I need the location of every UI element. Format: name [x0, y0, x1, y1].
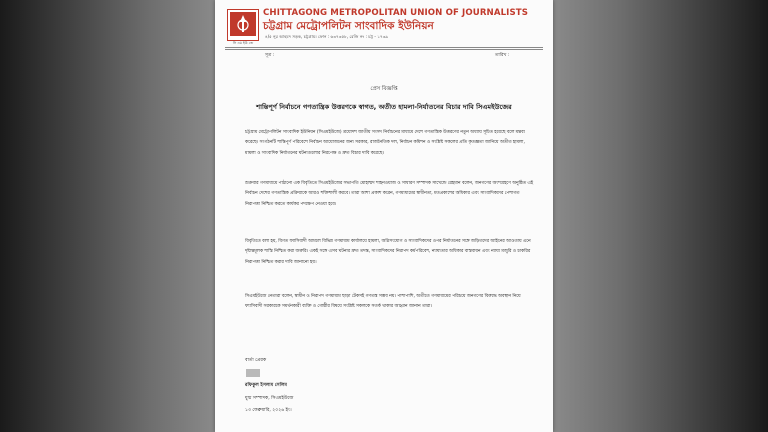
signatory-designation: যুগ্ম সম্পাদক, সিএমইউজে: [245, 396, 294, 401]
header-divider-thin: [225, 49, 543, 50]
signatory-name: রফিকুল ইসলাম সেলিম: [245, 383, 287, 388]
paragraph-3: বিবৃতিতে বলা হয়, বিগত ফ্যাসিবাদী আমলে বিভিন্ন গণমাধ্যম কার্যালয়ে হামলা, অগ্নিসংযোগ ও সাংবাদিকদের ওপর নির্যাতনের সঙ্গে জড়িতদের আইনের আওতায় এনে দৃষ্টান্তমূলক শাস্তি নিশ্চিত করা জরুরি। একই সঙ্গে এসব ঘটনার দ্রুত তদন্ত, সাংবাদিকদের নিরাপদ কর্মপরিবেশ, ন্যায্যতার অধিকার বাস্তবায়ন এবং ন্যায্য মজুরি ও চাকরির নিরাপত্তা নিশ্চিত করার দাবি জানানো হয়।: [245, 239, 531, 265]
paragraph-1: চট্টগ্রাম মেট্রোপলিটন সাংবাদিক ইউনিয়ন (সিএমইউজে) ত্রয়োদশ জাতীয় সংসদ নির্বাচনের মাধ্যমে দেশে গণতান্ত্রিক উত্তরণের নতুন অধ্যায় সূচিত হয়েছে বলে মন্তব্য করেছে। সংগঠনটি শান্তিপূর্ণ পরিবেশে নির্বাচন আয়োজনের জন্য সরকার, রাজনৈতিক দল, নির্বাচন কমিশন ও সংশ্লিষ্ট সকলের প্রতি কৃতজ্ঞতা জানিয়ে অতীত হামলা, মামলা ও সাংবাদিক নির্যাতনের ঘটনাগুলোর নিরপেক্ষ ও দ্রুত বিচার দাবি করেছে।: [245, 130, 525, 156]
logo-caption: সি এম ইউ জে: [232, 41, 254, 45]
union-logo: [227, 9, 259, 41]
org-address: ৪/৫ নূর আহমদ সড়ক, চট্টগ্রাম। ফোন : ৬৩৭৩৫৮, রেজি নং : চট্ট - ১৭৩৯: [265, 34, 389, 39]
headline: শান্তিপূর্ণ নির্বাচনে গণতান্ত্রিক উত্তরণকে স্বাগত, অতীত হামলা-নির্যাতনের বিচার দাবি সিএমইউজের: [256, 103, 512, 111]
paragraph-2: শুক্রবার গণমাধ্যমে পাঠানো এক বিবৃতিতে সিএমইউজের সভাপতি মোহাম্মদ শাহনওয়াজ ও সাধারণ সম্পাদক সাখেন্ডে রেহমান বলেন, জনগণের অংশগ্রহণে অনুষ্ঠিত এই নির্বাচন দেশের গণতান্ত্রিক প্রক্রিয়াকে আরও শক্তিশালী করবে। তারা আশা প্রকাশ করেন, গণমাধ্যমের স্বাধীনতা, মতপ্রকাশের অধিকার এবং সাংবাদিকদের পেশাগত নিরাপত্তা নিশ্চিত করতে কার্যকর পদক্ষেপ নেওয়া হবে।: [245, 181, 534, 207]
pen-hand-icon: [233, 13, 253, 35]
org-name-english: CHITTAGONG METROPOLITAN UNION OF JOURNALISTS: [263, 8, 528, 18]
paragraph-4: সিএমইউজে নেতারা বলেন, স্বাধীন ও নিরাপদ গণমাধ্যম ছাড়া টেকসই গণতন্ত্র সম্ভব নয়। পাশাপাশি, অতীতে গণমাধ্যমের পরিচয়ে জনগণের বিরুদ্ধে অবস্থান নিয়ে ফ্যাসিবাদী সরকারকে সমর্থনকারী ব্যক্তি ও গোষ্ঠীর বিষয়ে সংশ্লিষ্ট সকলকে সতর্ক থাকার আহ্বান জানান তারা।: [245, 294, 521, 310]
date-label: তারিখ :: [495, 53, 510, 58]
press-release-sheet: [215, 0, 553, 432]
press-release-label: প্রেস বিজ্ঞপ্তি: [370, 86, 398, 92]
header-divider: [225, 47, 543, 48]
memo-label: সূত্র :: [265, 53, 275, 58]
org-name-bangla: চট্টগ্রাম মেট্রোপলিটন সাংবাদিক ইউনিয়ন: [263, 20, 434, 32]
release-date: ১৩ ফেব্রুয়ারি, ২০২৬ ইং।: [245, 408, 292, 413]
sender-label: বার্তা প্রেরক: [245, 358, 267, 363]
signature-mark: [246, 369, 260, 377]
